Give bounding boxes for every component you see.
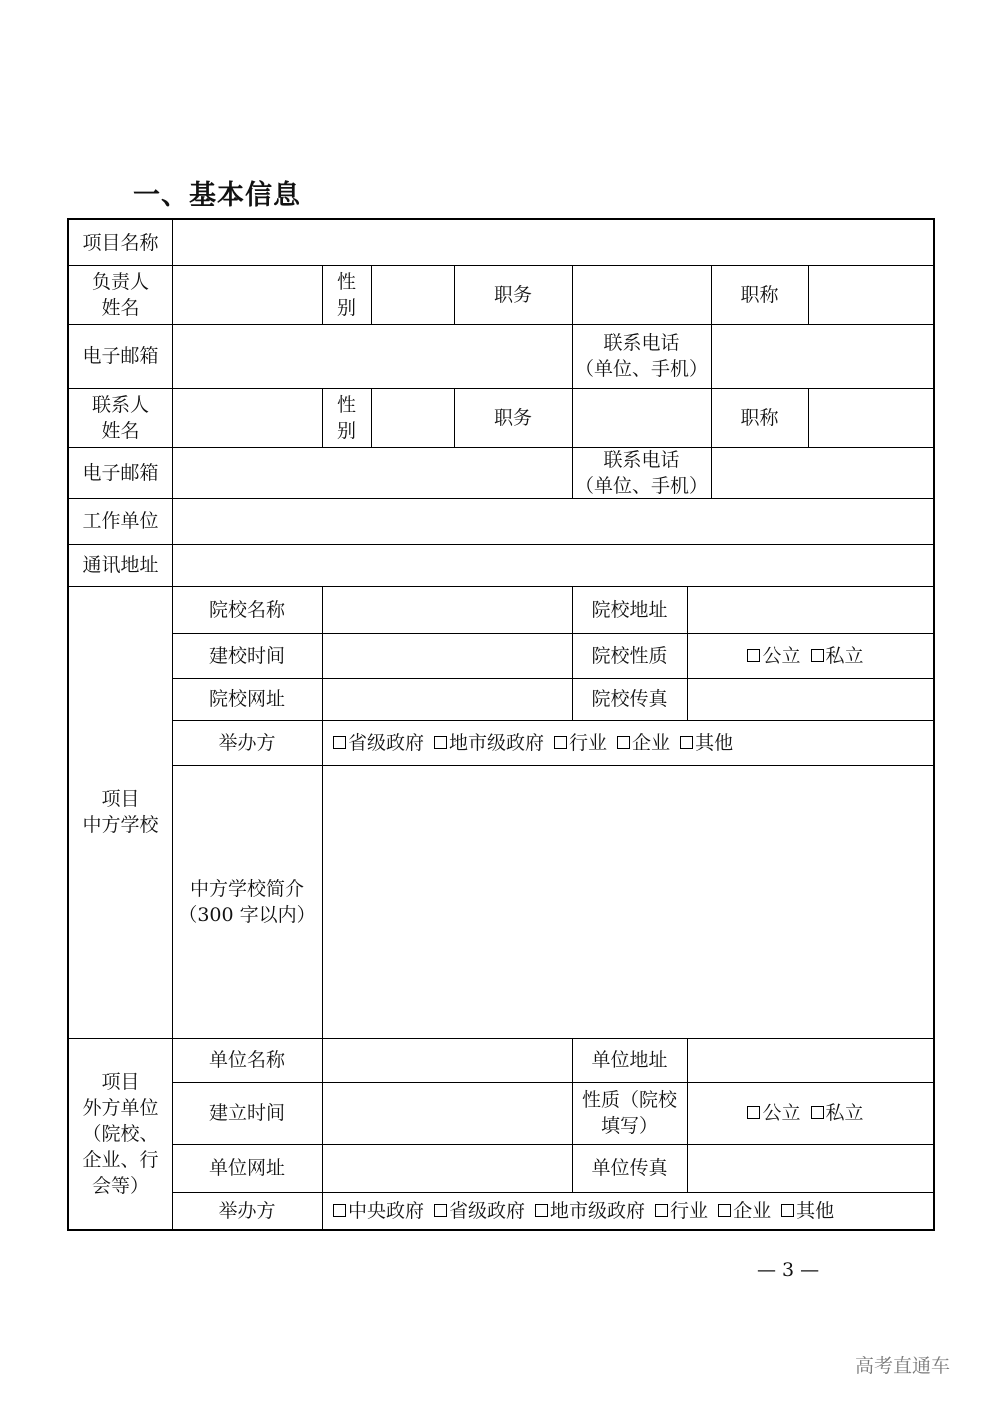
cn-sponsor-option[interactable]: 省级政府 xyxy=(333,730,424,756)
foreign-nature-options xyxy=(688,1082,933,1144)
cn-founded-label: 建校时间 xyxy=(208,644,285,667)
contact-phone-label: 联系电话 （单位、手机） xyxy=(574,448,708,497)
cn-nature-private-option[interactable]: 私立 xyxy=(811,643,864,669)
foreign-sponsor-option[interactable]: 其他 xyxy=(781,1198,834,1224)
foreign-nature-public-option[interactable]: 公立 xyxy=(747,1100,800,1126)
contact-position-field[interactable] xyxy=(573,388,711,447)
cn-sponsor-option[interactable]: 行业 xyxy=(554,730,607,756)
leader-email-label: 电子邮箱 xyxy=(82,345,159,367)
leader-email-field[interactable] xyxy=(173,324,572,388)
address-field[interactable] xyxy=(173,544,933,586)
leader-name-field[interactable] xyxy=(173,265,322,324)
checkbox-icon[interactable] xyxy=(655,1204,668,1217)
checkbox-icon[interactable] xyxy=(811,649,824,662)
checkbox-icon[interactable] xyxy=(781,1204,794,1217)
checkbox-icon[interactable] xyxy=(434,1204,447,1217)
contact-title-label: 职称 xyxy=(740,406,779,429)
leader-phone-label: 联系电话 （单位、手机） xyxy=(574,332,708,380)
foreign-sponsor-option[interactable]: 地市级政府 xyxy=(535,1198,645,1224)
watermark: 高考直通车 xyxy=(855,1355,951,1377)
foreign-unit-address-label: 单位地址 xyxy=(591,1049,668,1071)
cn-nature-public-option[interactable]: 公立 xyxy=(747,643,800,669)
project-name-label: 项目名称 xyxy=(82,231,159,254)
checkbox-icon[interactable] xyxy=(747,1106,760,1119)
leader-phone-field[interactable] xyxy=(712,324,933,388)
foreign-website-field[interactable] xyxy=(323,1144,572,1192)
cn-intro-field[interactable] xyxy=(323,765,933,1038)
leader-position-field[interactable] xyxy=(573,265,711,324)
foreign-founded-label: 建立时间 xyxy=(208,1102,285,1124)
cn-school-group-label: 项目 中方学校 xyxy=(82,788,159,836)
cn-fax-label: 院校传真 xyxy=(591,688,668,710)
checkbox-icon[interactable] xyxy=(333,736,346,749)
cn-school-name-label: 院校名称 xyxy=(208,598,285,621)
cn-fax-field[interactable] xyxy=(688,678,933,720)
checkbox-icon[interactable] xyxy=(333,1204,346,1217)
address-label: 通讯地址 xyxy=(82,554,159,576)
contact-position-label: 职务 xyxy=(493,406,532,429)
cn-website-field[interactable] xyxy=(323,678,572,720)
project-name-field[interactable] xyxy=(173,220,933,265)
cn-sponsor-option[interactable]: 地市级政府 xyxy=(434,730,544,756)
contact-name-label: 联系人 姓名 xyxy=(91,393,149,442)
leader-title-field[interactable] xyxy=(809,265,933,324)
leader-title-label: 职称 xyxy=(740,283,779,306)
checkbox-icon[interactable] xyxy=(617,736,630,749)
leader-position-label: 职务 xyxy=(493,283,532,306)
foreign-nature-private-option[interactable]: 私立 xyxy=(811,1100,864,1126)
cn-nature-options xyxy=(688,633,933,678)
checkbox-icon[interactable] xyxy=(535,1204,548,1217)
contact-email-label: 电子邮箱 xyxy=(82,461,159,484)
foreign-unit-name-field[interactable] xyxy=(323,1038,572,1082)
foreign-nature-label: 性质（院校 填写） xyxy=(581,1089,677,1137)
section-title: 一、基本信息 xyxy=(133,180,301,211)
foreign-sponsor-label: 举办方 xyxy=(218,1199,276,1222)
foreign-unit-address-field[interactable] xyxy=(688,1038,933,1082)
foreign-fax-label: 单位传真 xyxy=(591,1157,668,1179)
contact-phone-field[interactable] xyxy=(712,447,933,498)
checkbox-icon[interactable] xyxy=(718,1204,731,1217)
foreign-sponsor-options xyxy=(323,1192,933,1229)
foreign-sponsor-option[interactable]: 行业 xyxy=(655,1198,708,1224)
foreign-fax-field[interactable] xyxy=(688,1144,933,1192)
foreign-sponsor-option[interactable]: 省级政府 xyxy=(434,1198,525,1224)
foreign-group-label: 项目 外方单位 （院校、 企业、行 会等） xyxy=(82,1070,159,1197)
cn-intro-label: 中方学校简介 （300 字以内） xyxy=(178,877,316,926)
foreign-founded-field[interactable] xyxy=(323,1082,572,1144)
checkbox-icon[interactable] xyxy=(680,736,693,749)
leader-gender-label: 性 别 xyxy=(336,270,356,319)
foreign-website-label: 单位网址 xyxy=(208,1157,285,1179)
checkbox-icon[interactable] xyxy=(811,1106,824,1119)
contact-gender-field[interactable] xyxy=(372,388,454,447)
cn-school-address-field[interactable] xyxy=(688,586,933,633)
foreign-unit-name-label: 单位名称 xyxy=(208,1049,285,1071)
leader-name-label: 负责人 姓名 xyxy=(91,270,149,319)
cn-sponsor-option[interactable]: 企业 xyxy=(617,730,670,756)
cn-sponsor-label: 举办方 xyxy=(218,731,276,754)
contact-email-field[interactable] xyxy=(173,447,572,498)
cn-sponsor-options xyxy=(323,720,933,765)
cn-website-label: 院校网址 xyxy=(208,688,285,710)
work-unit-label: 工作单位 xyxy=(82,510,159,532)
contact-name-field[interactable] xyxy=(173,388,322,447)
leader-gender-field[interactable] xyxy=(372,265,454,324)
page-number: — 3 — xyxy=(757,1259,820,1281)
cn-nature-label: 院校性质 xyxy=(591,644,668,667)
cn-founded-field[interactable] xyxy=(323,633,572,678)
contact-title-field[interactable] xyxy=(809,388,933,447)
cn-school-name-field[interactable] xyxy=(323,586,572,633)
cn-school-address-label: 院校地址 xyxy=(591,598,668,621)
checkbox-icon[interactable] xyxy=(434,736,447,749)
checkbox-icon[interactable] xyxy=(747,649,760,662)
contact-gender-label: 性 别 xyxy=(336,393,356,442)
foreign-sponsor-option[interactable]: 企业 xyxy=(718,1198,771,1224)
basic-info-form xyxy=(67,218,935,1231)
cn-sponsor-option[interactable]: 其他 xyxy=(680,730,733,756)
foreign-sponsor-option[interactable]: 中央政府 xyxy=(333,1198,424,1224)
work-unit-field[interactable] xyxy=(173,498,933,544)
checkbox-icon[interactable] xyxy=(554,736,567,749)
